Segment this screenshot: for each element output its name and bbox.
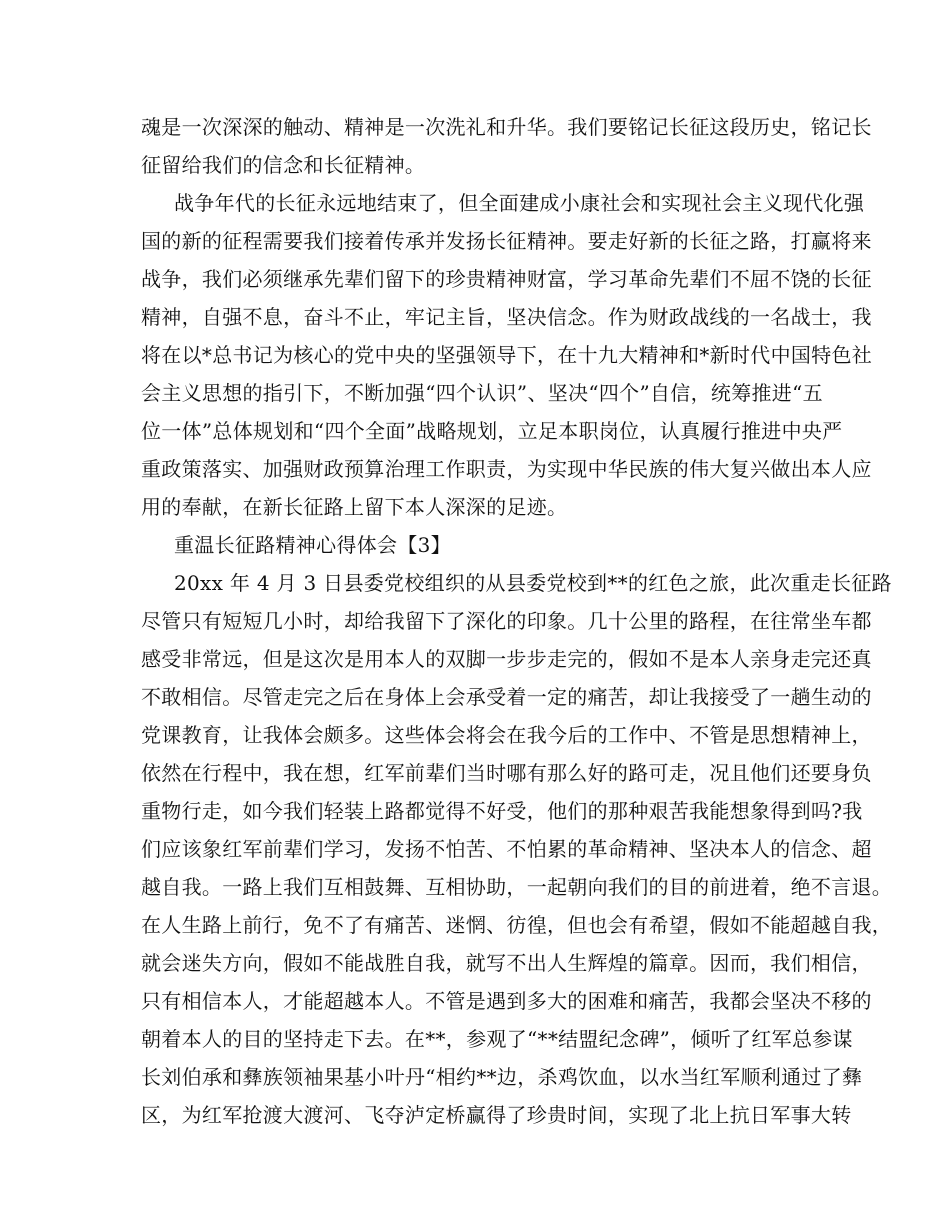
paragraph-line: 会主义思想的指引下，不断加强“四个认识”、坚决“四个”自信，统筹推进“五 — [141, 381, 823, 405]
paragraph-line: 不敢相信。尽管走完之后在身体上会承受着一定的痛苦，却让我接受了一趟生动的 — [141, 685, 872, 709]
paragraph-line: 魂是一次深深的触动、精神是一次洗礼和升华。我们要铭记长征这段历史，铭记长 — [141, 115, 872, 139]
paragraph-line: 在人生路上前行，免不了有痛苦、迷惘、彷徨，但也会有希望，假如不能超越自我， — [141, 913, 893, 937]
paragraph-line: 只有相信本人，才能超越本人。不管是遇到多大的困难和痛苦，我都会坚决不移的 — [141, 989, 872, 1013]
paragraph-line: 越自我。一路上我们互相鼓舞、互相协助，一起朝向我们的目的前进着，绝不言退。 — [141, 875, 893, 899]
paragraph-line: 重政策落实、加强财政预算治理工作职责，为实现中华民族的伟大复兴做出本人应 — [141, 457, 872, 481]
section-heading: 重温长征路精神心得体会【3】 — [174, 533, 451, 557]
paragraph-line: 重物行走，如今我们轻装上路都觉得不好受，他们的那种艰苦我能想象得到吗?我 — [141, 799, 863, 823]
paragraph-line: 国的新的征程需要我们接着传承并发扬长征精神。要走好新的长征之路，打赢将来 — [141, 229, 872, 253]
paragraph-line: 精神，自强不息，奋斗不止，牢记主旨，坚决信念。作为财政战线的一名战士，我 — [141, 305, 872, 329]
paragraph-line: 用的奉献，在新长征路上留下本人深深的足迹。 — [141, 495, 568, 519]
paragraph-line: 将在以*总书记为核心的党中央的坚强领导下，在十九大精神和*新时代中国特色社 — [141, 343, 873, 367]
paragraph-line: 位一体”总体规划和“四个全面”战略规划，立足本职岗位，认真履行推进中央严 — [141, 419, 843, 443]
paragraph-line: 区，为红军抢渡大渡河、飞夺泸定桥赢得了珍贵时间，实现了北上抗日军事大转 — [141, 1103, 852, 1127]
paragraph-line: 战争，我们必须继承先辈们留下的珍贵精神财富，学习革命先辈们不屈不饶的长征 — [141, 267, 872, 291]
paragraph-line: 党课教育，让我体会颇多。这些体会将会在我今后的工作中、不管是思想精神上， — [141, 723, 872, 747]
paragraph-line: 征留给我们的信念和长征精神。 — [141, 153, 426, 177]
paragraph-line: 就会迷失方向，假如不能战胜自我，就写不出人生辉煌的篇章。因而，我们相信， — [141, 951, 872, 975]
paragraph-line: 感受非常远，但是这次是用本人的双脚一步步走完的，假如不是本人亲身走完还真 — [141, 647, 872, 671]
paragraph-line: 依然在行程中，我在想，红军前辈们当时哪有那么好的路可走，况且他们还要身负 — [141, 761, 872, 785]
paragraph-line: 尽管只有短短几小时，却给我留下了深化的印象。几十公里的路程，在往常坐车都 — [141, 609, 872, 633]
paragraph-line: 们应该象红军前辈们学习，发扬不怕苦、不怕累的革命精神、坚决本人的信念、超 — [141, 837, 872, 861]
paragraph-line: 战争年代的长征永远地结束了，但全面建成小康社会和实现社会主义现代化强 — [174, 191, 865, 215]
paragraph-line: 长刘伯承和彝族领袖果基小叶丹“相约**边，杀鸡饮血，以水当红军顺利通过了彝 — [141, 1065, 863, 1089]
paragraph-line: 20xx 年 4 月 3 日县委党校组织的从县委党校到**的红色之旅，此次重走长征路 — [174, 571, 892, 595]
paragraph-line: 朝着本人的目的坚持走下去。在**，参观了“**结盟纪念碑”，倾听了红军总参谋 — [141, 1027, 853, 1051]
